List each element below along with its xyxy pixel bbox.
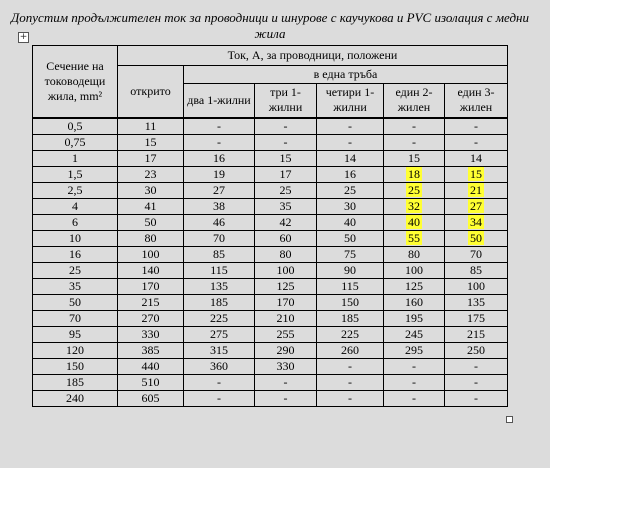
table-row <box>33 310 508 326</box>
cell-two: 70 <box>184 230 255 246</box>
cell-section: 2,5 <box>33 182 118 198</box>
cell-four: 115 <box>317 278 384 294</box>
cell-two: 27 <box>184 182 255 198</box>
cell-twocore: - <box>384 374 445 390</box>
cell-four: 50 <box>317 230 384 246</box>
header-one-three-core: един 3-жилен <box>445 84 508 118</box>
table-row <box>33 294 508 310</box>
cell-open: 30 <box>118 182 184 198</box>
cell-three: 60 <box>255 230 317 246</box>
cell-two: 115 <box>184 262 255 278</box>
cell-threecore: 70 <box>445 246 508 262</box>
cell-open: 17 <box>118 150 184 166</box>
table-row <box>33 134 508 150</box>
cell-twocore: 195 <box>384 310 445 326</box>
cell-twocore <box>384 230 445 246</box>
cell-twocore: 100 <box>384 262 445 278</box>
cell-two: - <box>184 390 255 406</box>
table-row <box>33 358 508 374</box>
cell-twocore: - <box>384 390 445 406</box>
cell-threecore <box>445 198 508 214</box>
cell-open: 170 <box>118 278 184 294</box>
cell-four: 14 <box>317 150 384 166</box>
highlighted-value: 21 <box>470 182 482 197</box>
header-open: открито <box>118 66 184 118</box>
cell-twocore: 245 <box>384 326 445 342</box>
cell-two: 38 <box>184 198 255 214</box>
cell-section: 120 <box>33 342 118 358</box>
cell-section: 185 <box>33 374 118 390</box>
cell-three: 255 <box>255 326 317 342</box>
ampacity-table <box>32 45 508 407</box>
table-caption: Допустим продължителен ток за проводници и шнурове с каучукова и PVC изолация с медни жила <box>11 10 529 41</box>
table-row <box>33 198 508 214</box>
cell-section: 150 <box>33 358 118 374</box>
cell-threecore <box>445 214 508 230</box>
highlighted-value: 25 <box>408 182 420 197</box>
cell-four: 150 <box>317 294 384 310</box>
cell-three: 42 <box>255 214 317 230</box>
cell-threecore: 175 <box>445 310 508 326</box>
table-row <box>33 326 508 342</box>
cell-four: 16 <box>317 166 384 182</box>
cell-four: 260 <box>317 342 384 358</box>
cell-four: 75 <box>317 246 384 262</box>
cell-threecore: 250 <box>445 342 508 358</box>
cell-threecore: 14 <box>445 150 508 166</box>
cell-two: 135 <box>184 278 255 294</box>
header-one-two-core: един 2-жилен <box>384 84 445 118</box>
table-row <box>33 214 508 230</box>
cell-threecore: 100 <box>445 278 508 294</box>
cell-four: 90 <box>317 262 384 278</box>
highlighted-value: 18 <box>408 166 420 181</box>
cell-section: 95 <box>33 326 118 342</box>
cell-section: 1,5 <box>33 166 118 182</box>
cell-two: 275 <box>184 326 255 342</box>
cell-open: 41 <box>118 198 184 214</box>
cell-open: 440 <box>118 358 184 374</box>
cell-three: 17 <box>255 166 317 182</box>
cell-open: 100 <box>118 246 184 262</box>
cell-twocore: 160 <box>384 294 445 310</box>
cell-three: 125 <box>255 278 317 294</box>
highlighted-value: 50 <box>470 230 482 245</box>
table-row <box>33 118 508 135</box>
cell-two: 85 <box>184 246 255 262</box>
cell-section: 70 <box>33 310 118 326</box>
cell-four: - <box>317 374 384 390</box>
cell-section: 0,5 <box>33 118 118 135</box>
cell-section: 1 <box>33 150 118 166</box>
cell-two: - <box>184 118 255 135</box>
cell-open: 11 <box>118 118 184 135</box>
table-row <box>33 150 508 166</box>
cell-open: 80 <box>118 230 184 246</box>
cell-two: 315 <box>184 342 255 358</box>
cell-section: 10 <box>33 230 118 246</box>
cell-four: 30 <box>317 198 384 214</box>
cell-threecore: - <box>445 118 508 135</box>
cell-three: 330 <box>255 358 317 374</box>
cell-twocore <box>384 214 445 230</box>
cell-four: 25 <box>317 182 384 198</box>
header-section: Сечение на тоководещи жила, mm² <box>33 46 118 118</box>
cell-threecore: - <box>445 374 508 390</box>
cell-three: - <box>255 390 317 406</box>
cell-twocore <box>384 166 445 182</box>
cell-twocore: - <box>384 118 445 135</box>
cell-threecore: - <box>445 134 508 150</box>
cell-section: 4 <box>33 198 118 214</box>
cell-section: 6 <box>33 214 118 230</box>
cell-threecore: 215 <box>445 326 508 342</box>
resize-handle-icon[interactable] <box>506 416 513 423</box>
cell-open: 15 <box>118 134 184 150</box>
cell-twocore: 15 <box>384 150 445 166</box>
cell-threecore <box>445 182 508 198</box>
cell-section: 50 <box>33 294 118 310</box>
header-in-tube: в една тръба <box>184 66 508 84</box>
cell-three: 100 <box>255 262 317 278</box>
cell-threecore: 135 <box>445 294 508 310</box>
cell-threecore: 85 <box>445 262 508 278</box>
move-handle-icon[interactable]: + <box>19 32 28 42</box>
cell-three: 80 <box>255 246 317 262</box>
cell-three: 170 <box>255 294 317 310</box>
cell-three: - <box>255 118 317 135</box>
table-row <box>33 262 508 278</box>
table-row <box>33 342 508 358</box>
cell-four: - <box>317 118 384 135</box>
table-row <box>33 390 508 406</box>
highlighted-value: 15 <box>470 166 482 181</box>
table-row <box>33 230 508 246</box>
cell-open: 140 <box>118 262 184 278</box>
highlighted-value: 55 <box>408 230 420 245</box>
cell-section: 35 <box>33 278 118 294</box>
highlighted-value: 27 <box>470 198 482 213</box>
cell-open: 50 <box>118 214 184 230</box>
cell-three: 290 <box>255 342 317 358</box>
header-two-single: два 1-жилни <box>184 84 255 118</box>
cell-three: 35 <box>255 198 317 214</box>
cell-threecore <box>445 166 508 182</box>
cell-three: 210 <box>255 310 317 326</box>
cell-open: 385 <box>118 342 184 358</box>
cell-threecore: - <box>445 358 508 374</box>
header-four-single: четири 1-жилни <box>317 84 384 118</box>
cell-twocore <box>384 198 445 214</box>
cell-section: 240 <box>33 390 118 406</box>
cell-twocore: 80 <box>384 246 445 262</box>
header-three-single: три 1-жилни <box>255 84 317 118</box>
cell-section: 25 <box>33 262 118 278</box>
cell-two: 185 <box>184 294 255 310</box>
header-current-group: Ток, А, за проводници, положени <box>118 46 508 66</box>
table-row <box>33 374 508 390</box>
cell-open: 605 <box>118 390 184 406</box>
cell-four: - <box>317 358 384 374</box>
cell-two: - <box>184 374 255 390</box>
cell-two: 16 <box>184 150 255 166</box>
cell-open: 330 <box>118 326 184 342</box>
cell-twocore: 295 <box>384 342 445 358</box>
cell-twocore: 125 <box>384 278 445 294</box>
cell-four: - <box>317 390 384 406</box>
cell-two: 46 <box>184 214 255 230</box>
cell-open: 270 <box>118 310 184 326</box>
cell-open: 215 <box>118 294 184 310</box>
cell-three: - <box>255 134 317 150</box>
table-row <box>33 166 508 182</box>
table-row <box>33 246 508 262</box>
cell-four: 40 <box>317 214 384 230</box>
cell-three: 25 <box>255 182 317 198</box>
cell-three: - <box>255 374 317 390</box>
cell-four: - <box>317 134 384 150</box>
cell-two: 225 <box>184 310 255 326</box>
cell-two: 360 <box>184 358 255 374</box>
highlighted-value: 34 <box>470 214 482 229</box>
cell-twocore: - <box>384 358 445 374</box>
cell-section: 0,75 <box>33 134 118 150</box>
cell-four: 225 <box>317 326 384 342</box>
cell-twocore <box>384 182 445 198</box>
table-row <box>33 182 508 198</box>
cell-threecore: - <box>445 390 508 406</box>
cell-open: 23 <box>118 166 184 182</box>
cell-two: 19 <box>184 166 255 182</box>
cell-open: 510 <box>118 374 184 390</box>
cell-threecore <box>445 230 508 246</box>
cell-three: 15 <box>255 150 317 166</box>
cell-twocore: - <box>384 134 445 150</box>
cell-four: 185 <box>317 310 384 326</box>
cell-section: 16 <box>33 246 118 262</box>
highlighted-value: 32 <box>408 198 420 213</box>
table-row <box>33 278 508 294</box>
highlighted-value: 40 <box>408 214 420 229</box>
cell-two: - <box>184 134 255 150</box>
